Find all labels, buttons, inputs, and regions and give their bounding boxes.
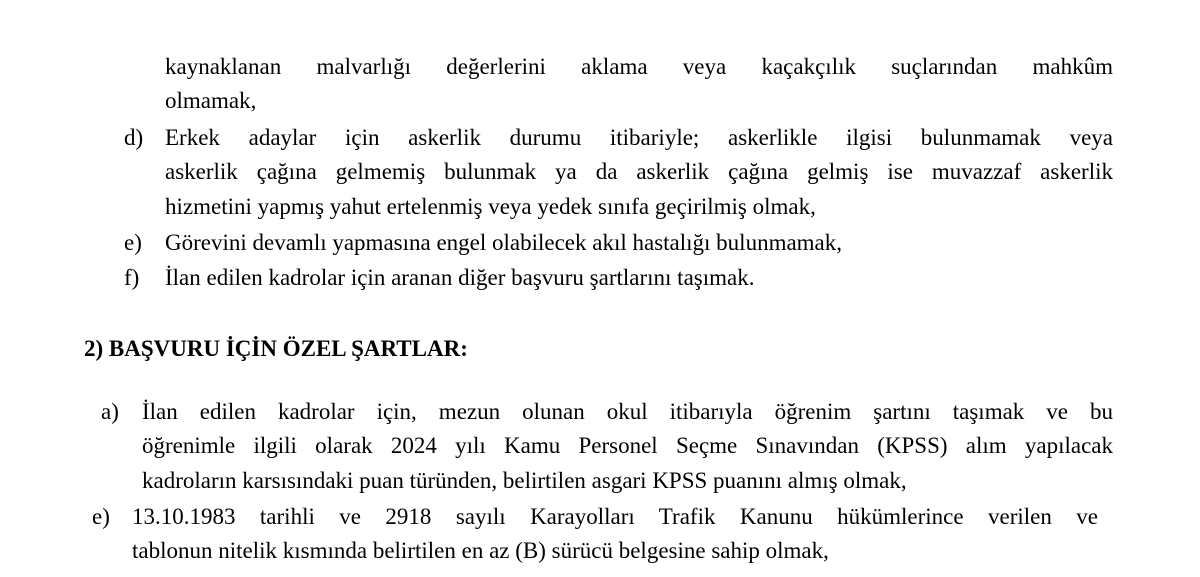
list-item-line: askerlik çağına gelmemiş bulunmak ya da askerlik çağına gelmiş ise muvazzaf askerlik [165, 159, 1113, 184]
list-item-line: Görevini devamlı yapmasına engel olabilecek akıl hastalığı bulunmamak, [165, 230, 843, 255]
list-item-marker: e) [124, 230, 142, 255]
list-item-line: Erkek adaylar için askerlik durumu itibariyle; askerlikle ilgisi bulunmamak veya [165, 125, 1113, 150]
list-item-marker: f) [124, 265, 140, 290]
list-item-marker: a) [101, 399, 119, 424]
list-item-line: öğrenimle ilgili olarak 2024 yılı Kamu Personel Seçme Sınavından (KPSS) alım yapılacak [142, 433, 1113, 458]
list-item-line: kadroların karsısındaki puan türünden, belirtilen asgari KPSS puanını almış olmak, [142, 468, 907, 493]
list-item-line: İlan edilen kadrolar için aranan diğer başvuru şartlarını taşımak. [165, 265, 755, 290]
list-item-line: 13.10.1983 tarihli ve 2918 sayılı Karayolları Trafik Kanunu hükümlerince verilen ve [132, 504, 1098, 529]
section-heading: 2) BAŞVURU İÇİN ÖZEL ŞARTLAR: [84, 336, 468, 361]
list-item-line: hizmetini yapmış yahut ertelenmiş veya yedek sınıfa geçirilmiş olmak, [165, 194, 816, 219]
list-item-line: İlan edilen kadrolar için, mezun olunan okul itibarıyla öğrenim şartını taşımak ve bu [142, 399, 1113, 424]
list-item-marker: d) [124, 125, 144, 150]
list-item-line: tablonun nitelik kısmında belirtilen en az (B) sürücü belgesine sahip olmak, [132, 538, 829, 563]
paragraph-line: olmamak, [165, 88, 257, 113]
list-item-marker: e) [92, 504, 110, 529]
paragraph-line: kaynaklanan malvarlığı değerlerini aklama veya kaçakçılık suçlarından mahkûm [165, 54, 1113, 79]
